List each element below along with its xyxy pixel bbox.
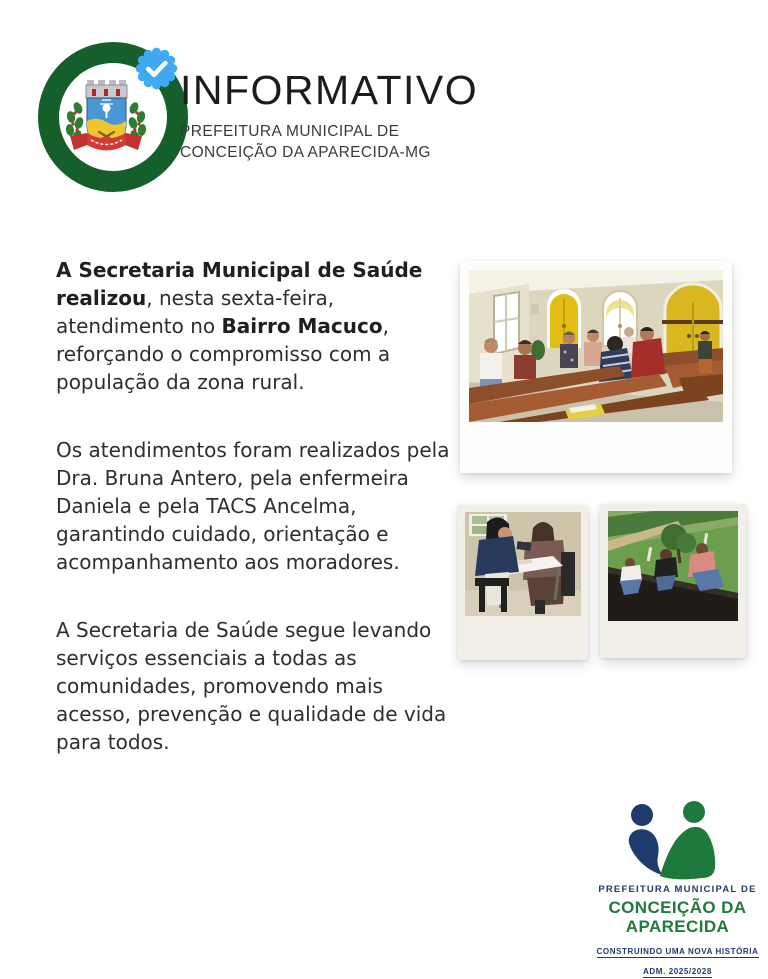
footer-line-aparecida: APARECIDA bbox=[625, 917, 730, 936]
header-subtitle bbox=[180, 121, 610, 163]
photo-church-service bbox=[460, 261, 732, 473]
verified-badge-icon bbox=[133, 45, 180, 92]
paragraph-2: Os atendimentos foram realizados pela Dra. Bruna Antero, pela enfermeira Daniela e pela TACS Ancelma, garantindo cuidado, orientação e acompanhamento aos moradores. bbox=[56, 438, 450, 574]
footer-text bbox=[590, 884, 765, 979]
subtitle-line-1: PREFEITURA MUNICIPAL DE bbox=[180, 123, 400, 140]
subtitle-line-2: CONCEIÇÃO DA APARECIDA-MG bbox=[180, 144, 431, 161]
photo-health-consultation bbox=[458, 505, 588, 660]
consultation-photo-illustration bbox=[465, 512, 581, 616]
footer-slogan: CONSTRUINDO UMA NOVA HISTÓRIA bbox=[596, 947, 759, 956]
paragraph-1 bbox=[56, 256, 454, 396]
paragraph-3: A Secretaria de Saúde segue levando serviços essenciais a todas as comunidades, promovendo mais acesso, prevenção e qualidade de vida para todos. bbox=[56, 618, 447, 754]
p1-bold-neighborhood: Bairro Macuco bbox=[221, 314, 383, 338]
people-logo-icon bbox=[612, 798, 722, 886]
p1-text-1: , nesta sexta-feira, atendimento no bbox=[56, 286, 335, 338]
footer-adm-term: ADM. 2025/2028 bbox=[643, 967, 712, 976]
outdoor-photo-illustration bbox=[608, 511, 738, 621]
church-photo-illustration bbox=[469, 270, 723, 422]
footer-line-conceicao: CONCEIÇÃO DA bbox=[608, 898, 747, 917]
p1-text-2: , reforçando o compromisso com a população da zona rural. bbox=[56, 314, 391, 394]
p1-bold-intro: A Secretaria Municipal de Saúde realizou bbox=[56, 258, 423, 310]
article-text bbox=[56, 256, 454, 796]
footer-line-prefeitura: PREFEITURA MUNICIPAL DE bbox=[598, 884, 757, 895]
page-title: INFORMATIVO bbox=[180, 67, 479, 113]
photo-outdoor-visit bbox=[600, 504, 746, 658]
